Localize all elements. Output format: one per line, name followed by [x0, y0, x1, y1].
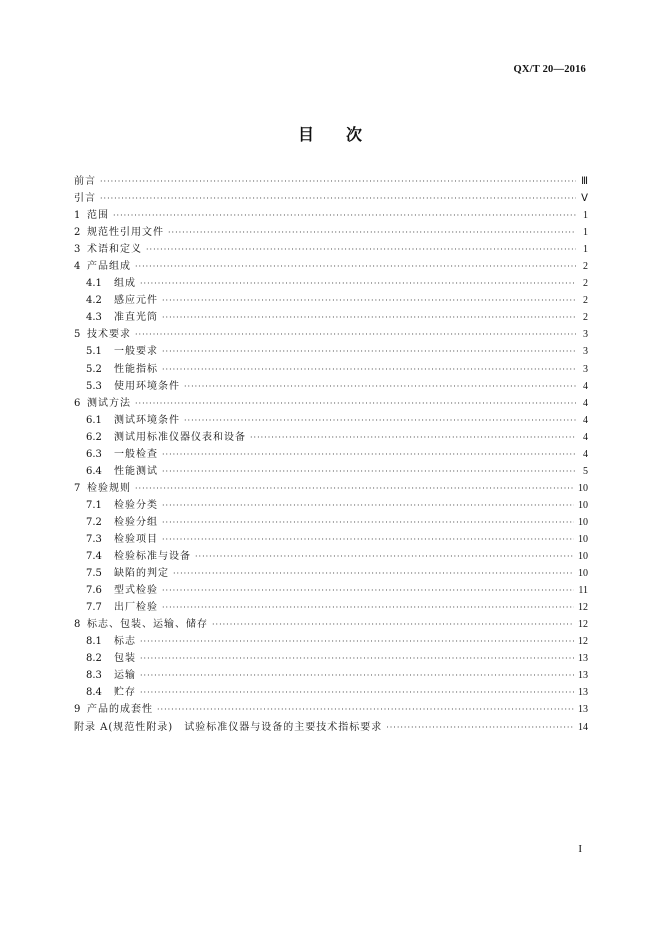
toc-entry-number: 4.2 — [86, 295, 102, 307]
toc-entry[interactable] — [74, 666, 588, 683]
toc-entry[interactable] — [74, 206, 588, 223]
toc-entry[interactable] — [74, 564, 588, 581]
toc-dot-leader — [135, 330, 576, 339]
toc-dot-leader — [100, 194, 576, 203]
toc-entry[interactable] — [74, 547, 588, 564]
toc-entry[interactable] — [74, 649, 588, 666]
footer-page-number: I — [578, 843, 582, 855]
toc-entry[interactable] — [74, 530, 588, 547]
toc-entry-page: 10 — [578, 551, 588, 563]
toc-dot-leader — [184, 416, 576, 425]
toc-entry-title: 技术要求 — [87, 329, 131, 341]
toc-entry-page: 1 — [583, 244, 588, 256]
toc-entry-title: 测试环境条件 — [114, 414, 180, 426]
toc-entry-page: 2 — [583, 261, 588, 273]
toc-dot-leader — [162, 501, 574, 510]
toc-entry[interactable] — [74, 257, 588, 274]
toc-entry-page: 1 — [583, 227, 588, 239]
toc-entry[interactable] — [74, 394, 588, 411]
toc-dot-leader — [140, 279, 576, 288]
toc-entry-number: 2 — [74, 227, 81, 239]
toc-entry-page: 2 — [583, 312, 588, 324]
toc-entry-page: 3 — [583, 346, 588, 358]
toc-entry-title: 前言 — [74, 176, 96, 187]
toc-entry-page: 13 — [578, 687, 588, 699]
toc-entry-title: 运输 — [114, 670, 136, 682]
toc-dot-leader — [162, 535, 574, 544]
toc-entry-title: 引言 — [74, 193, 96, 205]
toc-entry-title: 附录 A(规范性附录) 试验标准仪器与设备的主要技术指标要求 — [74, 721, 383, 733]
toc-entry-page: 10 — [578, 533, 588, 545]
toc-dot-leader — [140, 637, 574, 646]
toc-dot-leader — [250, 433, 576, 442]
toc-dot-leader — [140, 671, 574, 680]
toc-entry-title: 检验规则 — [87, 482, 131, 494]
toc-entry-page: 13 — [578, 704, 588, 716]
toc-entry-number: 3 — [74, 244, 81, 256]
toc-entry-title: 包装 — [114, 653, 136, 665]
toc-entry-title: 规范性引用文件 — [87, 227, 164, 239]
standard-code: QX/T 20—2016 — [513, 64, 586, 75]
toc-entry-number: 5.2 — [86, 363, 102, 375]
toc-dot-leader — [146, 245, 576, 254]
toc-entry-page: 2 — [583, 278, 588, 290]
toc-dot-leader — [135, 399, 576, 408]
toc-entry[interactable] — [74, 479, 588, 496]
toc-dot-leader — [113, 211, 576, 220]
toc-entry-title: 性能指标 — [114, 363, 158, 375]
toc-dot-leader — [173, 569, 574, 578]
toc-entry-number: 6.3 — [86, 448, 102, 460]
toc-entry-number: 5.1 — [86, 346, 102, 358]
page-title — [0, 122, 662, 145]
toc-entry-title: 检验分组 — [114, 516, 158, 528]
toc-entry-title: 贮存 — [114, 687, 136, 699]
toc-entry-page: 10 — [578, 482, 588, 494]
toc-entry[interactable] — [74, 718, 588, 735]
toc-entry-number: 1 — [74, 210, 81, 222]
toc-entry[interactable] — [74, 291, 588, 308]
toc-entry-title: 感应元件 — [114, 295, 158, 307]
toc-entry-page: 3 — [583, 329, 588, 341]
toc-entry-number: 5 — [74, 329, 81, 341]
toc-entry-number: 6.2 — [86, 431, 102, 443]
toc-entry[interactable] — [74, 411, 588, 428]
toc-entry[interactable] — [74, 240, 588, 257]
toc-entry-page: 3 — [583, 363, 588, 375]
toc-entry[interactable] — [74, 445, 588, 462]
toc-dot-leader — [162, 365, 576, 374]
toc-entry[interactable] — [74, 615, 588, 632]
toc-entry-title: 型式检验 — [114, 585, 158, 597]
toc-entry-number: 4.3 — [86, 312, 102, 324]
toc-entry[interactable] — [74, 428, 588, 445]
toc-dot-leader — [162, 313, 576, 322]
toc-entry-title: 范围 — [87, 210, 109, 222]
toc-entry[interactable] — [74, 496, 588, 513]
toc-entry-page: 12 — [578, 619, 588, 631]
toc-entry-number: 6 — [74, 397, 81, 409]
toc-entry-title: 缺陷的判定 — [114, 568, 169, 580]
toc-entry-page: 4 — [583, 397, 588, 409]
toc-entry-title: 组成 — [114, 278, 136, 290]
toc-entry-number: 9 — [74, 704, 81, 716]
toc-dot-leader — [100, 177, 576, 186]
toc-entry[interactable] — [74, 700, 588, 717]
toc-dot-leader — [162, 467, 576, 476]
toc-dot-leader — [157, 705, 574, 714]
toc-entry-page: Ⅴ — [581, 193, 588, 205]
toc-entry-page: 12 — [578, 602, 588, 614]
toc-entry-number: 6.4 — [86, 465, 102, 477]
toc-entry[interactable] — [74, 274, 588, 291]
toc-entry-number: 4.1 — [86, 278, 102, 290]
toc-dot-leader — [162, 603, 574, 612]
toc-entry-number: 8 — [74, 619, 81, 631]
toc-entry[interactable] — [74, 581, 588, 598]
toc-entry-title: 产品的成套性 — [87, 704, 153, 716]
toc-dot-leader — [162, 296, 576, 305]
toc-entry-number: 8.4 — [86, 687, 102, 699]
toc-dot-leader — [386, 723, 574, 732]
toc-entry-title: 出厂检验 — [114, 602, 158, 614]
toc-entry-number: 7.4 — [86, 551, 102, 563]
toc-entry-number: 7.3 — [86, 533, 102, 545]
toc-entry-title: 产品组成 — [87, 261, 131, 273]
toc-dot-leader — [195, 552, 574, 561]
toc-entry[interactable] — [74, 377, 588, 394]
toc-entry[interactable] — [74, 325, 588, 342]
toc-entry-page: 14 — [578, 721, 588, 733]
toc-entry[interactable] — [74, 308, 588, 325]
toc-dot-leader — [212, 620, 574, 629]
toc-entry-page: 13 — [578, 653, 588, 665]
toc-entry-page: 10 — [578, 568, 588, 580]
toc-entry-number: 7.1 — [86, 499, 102, 511]
toc-dot-leader — [162, 450, 576, 459]
toc-entry-title: 检验分类 — [114, 499, 158, 511]
toc-entry-page: 4 — [583, 431, 588, 443]
page-title-part2: 次 — [346, 125, 365, 144]
toc-dot-leader — [162, 347, 576, 356]
toc-entry-number: 7.6 — [86, 585, 102, 597]
toc-entry[interactable] — [74, 223, 588, 240]
page-title-part1: 目 — [297, 125, 316, 144]
toc-dot-leader — [162, 518, 574, 527]
toc-entry-page: Ⅲ — [581, 176, 588, 187]
toc-entry-page: 4 — [583, 448, 588, 460]
toc-dot-leader — [184, 382, 576, 391]
toc-entry[interactable] — [74, 189, 588, 206]
toc-entry-number: 4 — [74, 261, 81, 273]
toc-entry-number: 5.3 — [86, 380, 102, 392]
toc-entry-number: 8.2 — [86, 653, 102, 665]
toc-entry-title: 测试用标准仪器仪表和设备 — [114, 431, 246, 443]
toc-entry-title: 性能测试 — [114, 465, 158, 477]
toc-dot-leader — [162, 586, 574, 595]
toc-entry[interactable] — [74, 360, 588, 377]
table-of-contents — [74, 172, 588, 735]
toc-entry-page: 10 — [578, 499, 588, 511]
toc-entry-number: 7 — [74, 482, 81, 494]
toc-dot-leader — [140, 654, 574, 663]
toc-entry[interactable] — [74, 598, 588, 615]
toc-entry-title: 标志、包装、运输、储存 — [87, 619, 208, 631]
toc-entry-number: 7.2 — [86, 516, 102, 528]
toc-entry-page: 10 — [578, 516, 588, 528]
toc-entry[interactable] — [74, 683, 588, 700]
toc-entry-page: 2 — [583, 295, 588, 307]
toc-entry-title: 一般要求 — [114, 346, 158, 358]
toc-entry[interactable] — [74, 632, 588, 649]
toc-entry-title: 准直光筒 — [114, 312, 158, 324]
toc-entry-page: 4 — [583, 380, 588, 392]
toc-entry-number: 7.7 — [86, 602, 102, 614]
toc-entry-title: 检验标准与设备 — [114, 551, 191, 563]
toc-dot-leader — [135, 262, 576, 271]
toc-entry-page: 5 — [583, 465, 588, 477]
toc-entry-page: 1 — [583, 210, 588, 222]
toc-entry[interactable] — [74, 462, 588, 479]
toc-entry-page: 11 — [578, 585, 588, 597]
toc-entry-title: 标志 — [114, 636, 136, 648]
toc-entry-page: 13 — [578, 670, 588, 682]
toc-dot-leader — [140, 688, 574, 697]
toc-entry-number: 6.1 — [86, 414, 102, 426]
toc-entry-title: 测试方法 — [87, 397, 131, 409]
toc-entry-page: 12 — [578, 636, 588, 648]
toc-entry-title: 使用环境条件 — [114, 380, 180, 392]
toc-dot-leader — [135, 484, 574, 493]
toc-entry-title: 检验项目 — [114, 533, 158, 545]
toc-entry-number: 8.3 — [86, 670, 102, 682]
toc-entry-title: 一般检查 — [114, 448, 158, 460]
toc-entry-number: 7.5 — [86, 568, 102, 580]
toc-entry-page: 4 — [583, 414, 588, 426]
toc-dot-leader — [168, 228, 576, 237]
toc-entry-number: 8.1 — [86, 636, 102, 648]
toc-entry-title: 术语和定义 — [87, 244, 142, 256]
toc-entry[interactable] — [74, 172, 588, 189]
toc-entry[interactable] — [74, 342, 588, 359]
toc-entry[interactable] — [74, 513, 588, 530]
